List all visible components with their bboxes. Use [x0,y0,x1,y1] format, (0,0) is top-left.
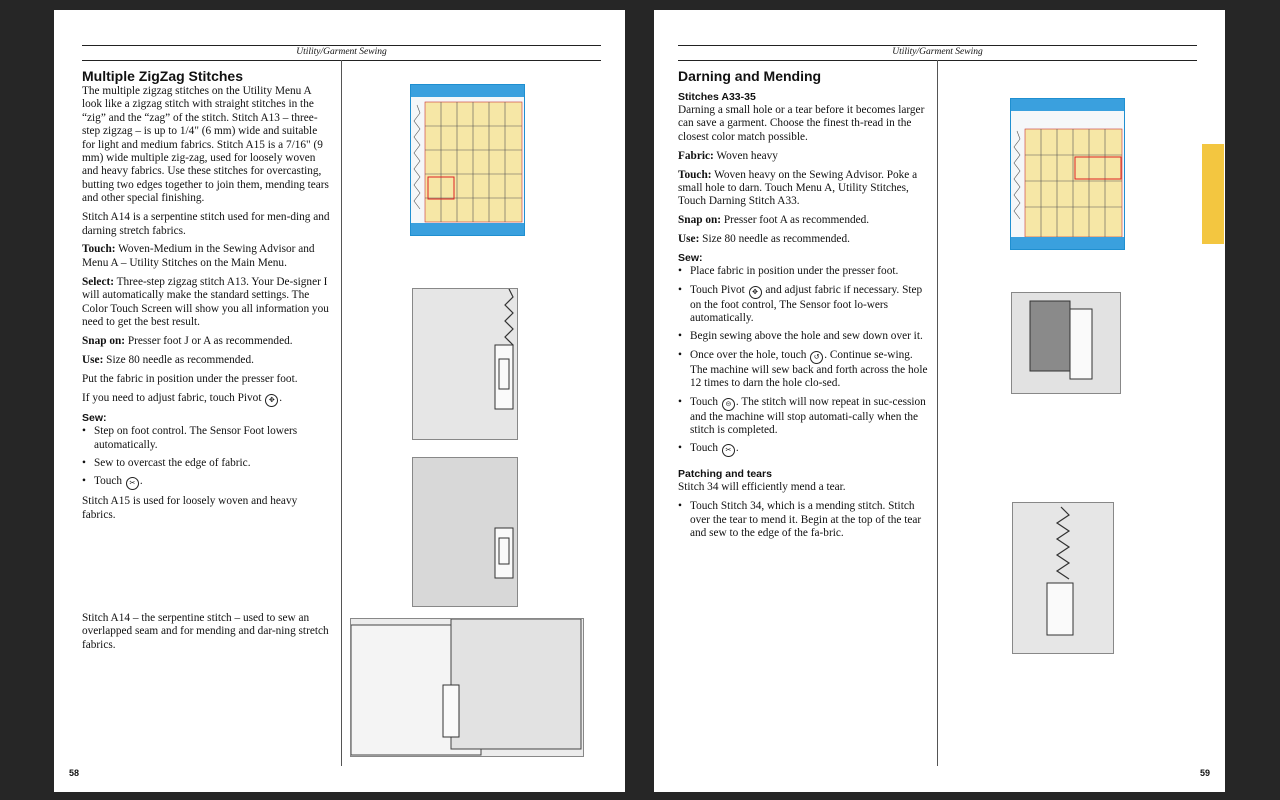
touch-paragraph: Touch: Woven heavy on the Sewing Advisor. Poke a small hole to darn. Touch Menu A, Utility Stitches, Touch Darning Stitch A33. [678,168,918,208]
list-item: • Once over the hole, touch ↺ . Continue se-wing. The machine will sew back and forth across the hole 12 times to darn the hole clo-sed. [678,349,928,391]
page-number: 58 [69,768,80,778]
a15-paragraph: Stitch A15 is used for loosely woven and heavy fabrics. [82,495,298,521]
stitches-subheading: Stitches A33-35 [678,91,756,103]
right-text-column [678,68,928,546]
sew-list [82,425,332,490]
touch-paragraph: Touch: Woven-Medium in the Sewing Advisor and Menu A – Utility Stitches on the Main Menu. [82,243,315,269]
list-item: • Touch Pivot ✥ and adjust fabric if necessary. Step on the foot control, The Sensor foot lo-wers automatically. [678,284,928,326]
list-item: • Place fabric in position under the presser foot. [678,265,928,278]
list-item: • Begin sewing above the hole and sew down over it. [678,330,928,343]
section-title: Darning and Mending [678,68,822,84]
stop-icon: ⊝ [722,398,735,411]
patch-paragraph: Stitch 34 will efficiently mend a tear. [678,481,846,494]
pivot-icon: ✥ [749,286,762,299]
a14-caption [82,612,332,658]
patching-subheading: Patching and tears [678,468,772,481]
use-paragraph: Use: Size 80 needle as recommended. [678,233,850,246]
section-tab-marker [1202,144,1224,244]
heavy-fabric-figure [412,457,518,607]
list-item: • Step on foot control. The Sensor Foot lowers automatically. [82,425,332,452]
overcast-figure [412,288,518,440]
touch-screen-illustration [410,84,525,236]
right-page [654,10,1225,792]
header-rule [82,45,601,46]
running-head: Utility/Garment Sewing [296,47,387,57]
cut-thread-icon: ✂ [126,477,139,490]
list-item: • Touch ✂ . [82,475,332,490]
section-title: Multiple ZigZag Stitches [82,68,244,84]
list-item: • Touch ✂ . [678,442,928,457]
select-paragraph: Select: Three-step zigzag stitch A13. Your De-signer I will automatically make the standard settings. The Color Touch Screen will show you all information you need to get the best result. [82,275,329,328]
serpentine-figure [350,618,584,757]
intro-paragraph: The multiple zigzag stitches on the Utility Menu A look like a zigzag stitch with straight stitches in the “zig” and the “zag” of the stitch. Stitch A13 – three-step zigzag – is up to 1/4" (6 mm) wide and suitable for light and medium fabrics. Stitch A15 is a 7/16" (9 mm) wide multiple zig-zag, used for loosely woven and heavy fabrics. Use these stitches for overcasting, butting two edges together to join them, mending tears and other special finishing. [82,85,329,205]
caption-text: Stitch A14 – the serpentine stitch – used to sew an overlapped seam and for mending and dar-ning stretch fabrics. [82,612,329,651]
list-item: • Touch Stitch 34, which is a mending stitch. Stitch over the tear to mend it. Begin at the top of the tear and sew to the edge of the fa-bric. [678,500,928,540]
pivot-paragraph: If you need to adjust fabric, touch Pivot ✥ . [82,392,332,407]
stitch-menu-graphic [411,85,524,235]
tear-figure [1012,502,1114,654]
left-page [54,10,625,792]
patch-list [678,500,928,540]
darning-menu-graphic [1011,99,1124,249]
left-text-column [82,68,332,528]
header-rule [678,45,1197,46]
darning-figure [1011,292,1121,394]
running-head: Utility/Garment Sewing [892,47,983,57]
reverse-icon: ↺ [810,351,823,364]
page-number: 59 [1199,768,1210,778]
a14-paragraph: Stitch A14 is a serpentine stitch used for men-ding and darning stretch fabrics. [82,211,330,237]
column-divider [341,60,342,766]
fabric-paragraph: Fabric: Woven heavy [678,149,778,162]
fabric-paragraph: Put the fabric in position under the presser foot. [82,372,298,385]
intro-paragraph: Darning a small hole or a tear before it becomes larger can save a garment. Choose the finest th-read in the closest color match possible. [678,104,925,143]
pivot-icon: ✥ [265,394,278,407]
cut-thread-icon: ✂ [722,444,735,457]
list-item: • Sew to overcast the edge of fabric. [82,457,332,470]
list-item: • Touch ⊝ . The stitch will now repeat in suc-cession and the machine will stop automati-cally when the stitch is completed. [678,396,928,438]
sew-list [678,265,928,457]
snap-paragraph: Snap on: Presser foot A as recommended. [678,214,870,227]
use-paragraph: Use: Size 80 needle as recommended. [82,353,254,366]
sew-heading: Sew: [678,252,703,265]
touch-screen-illustration [1010,98,1125,250]
column-divider [937,60,938,766]
snap-paragraph: Snap on: Presser foot J or A as recommended. [82,334,293,347]
sew-heading: Sew: [82,412,107,425]
